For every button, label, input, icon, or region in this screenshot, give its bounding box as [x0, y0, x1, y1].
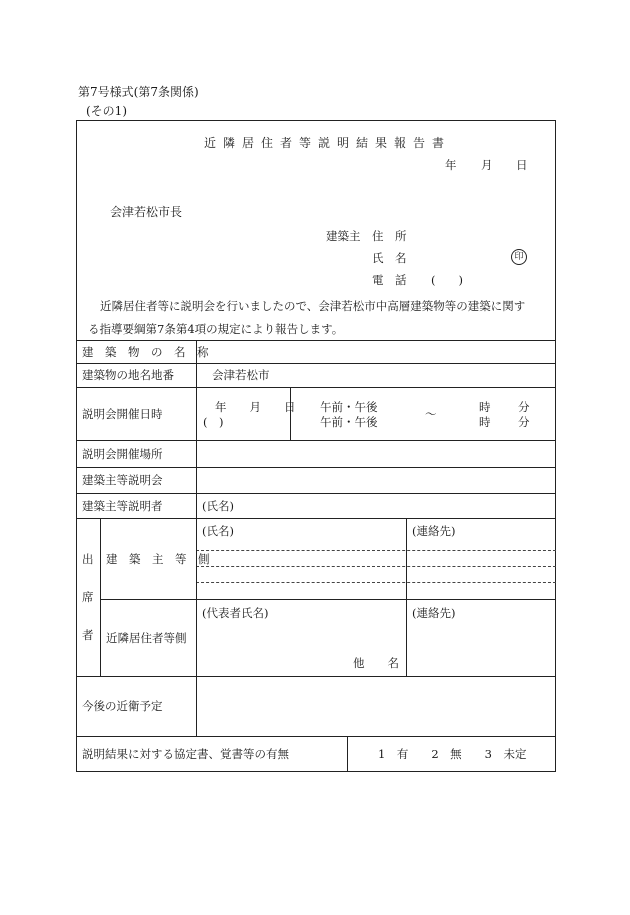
- addressee: 会津若松市長: [110, 205, 183, 219]
- seal-mark: 印: [511, 249, 527, 265]
- attendees-char-2: 席: [82, 590, 94, 604]
- dashed-rule-1: [196, 550, 556, 551]
- applicant-phone-paren: ( ): [431, 273, 463, 287]
- start-hour-label: 時: [479, 400, 491, 414]
- end-ampm: 午前・午後: [320, 415, 378, 429]
- explainer-name-hint: (氏名): [202, 498, 234, 513]
- agreement-options: 1 有 2 無 3 未定: [378, 747, 527, 761]
- owner-name-hint: (氏名): [202, 524, 234, 538]
- contact-column-rule: [406, 518, 407, 676]
- attendees-char-1: 出: [82, 552, 94, 566]
- dashed-rule-3: [196, 582, 556, 583]
- agreement-column-rule: [347, 736, 348, 772]
- end-minute-label: 分: [518, 415, 530, 429]
- applicant-phone-label: 電 話: [372, 273, 407, 287]
- document-title: 近隣居住者等説明結果報告書: [204, 136, 452, 150]
- applicant-address-label: 住 所: [372, 229, 407, 243]
- attendee-column-rule: [100, 518, 101, 676]
- start-ampm: 午前・午後: [320, 400, 378, 414]
- label-meeting-holder: 建築主等説明会: [82, 473, 163, 487]
- date-year-label: 年: [445, 158, 457, 172]
- applicant-role: 建築主: [326, 229, 361, 243]
- date-day-label: 日: [516, 158, 528, 172]
- label-meeting-place: 説明会開催場所: [82, 446, 163, 461]
- resident-others-label: 他 名: [353, 656, 399, 670]
- body-text: [88, 295, 525, 341]
- resident-contact-hint: (連絡先): [412, 606, 456, 620]
- resident-rep-name-hint: (代表者氏名): [202, 606, 269, 620]
- start-minute-label: 分: [518, 400, 530, 414]
- form-sub-number: (その1): [86, 104, 127, 118]
- label-owner-side: 建 築 主 等 側: [106, 551, 210, 566]
- range-tilde: 〜: [425, 407, 437, 421]
- label-agreement: 説明結果に対する協定書、覚書等の有無: [82, 747, 289, 761]
- form-number: 第7号様式(第7条関係): [78, 85, 199, 99]
- label-explainer: 建築主等説明者: [82, 498, 163, 513]
- location-prefix: 会津若松市: [212, 368, 270, 382]
- owner-contact-hint: (連絡先): [412, 524, 456, 538]
- date-month-label: 月: [481, 158, 493, 172]
- body-line-2: る指導要綱第7条第4項の規定により報告します。: [88, 322, 344, 336]
- applicant-name-label: 氏 名: [372, 251, 407, 265]
- body-line-1: 近隣居住者等に説明会を行いましたので、会津若松市中高層建築物等の建築に関す: [100, 299, 526, 313]
- datetime-ymd: 年 月 日: [215, 400, 296, 414]
- label-future-plan: 今後の近衛予定: [82, 699, 163, 713]
- label-building-location: 建築物の地名地番: [82, 368, 174, 382]
- label-building-name: 建 築 物 の 名 称: [82, 344, 209, 359]
- end-hour-label: 時: [479, 415, 491, 429]
- dashed-rule-2: [196, 566, 556, 567]
- attendees-char-3: 者: [82, 628, 94, 642]
- label-resident-side: 近隣居住者等側: [106, 630, 187, 645]
- label-meeting-datetime: 説明会開催日時: [82, 406, 163, 421]
- datetime-weekday-paren: ( ): [203, 415, 224, 429]
